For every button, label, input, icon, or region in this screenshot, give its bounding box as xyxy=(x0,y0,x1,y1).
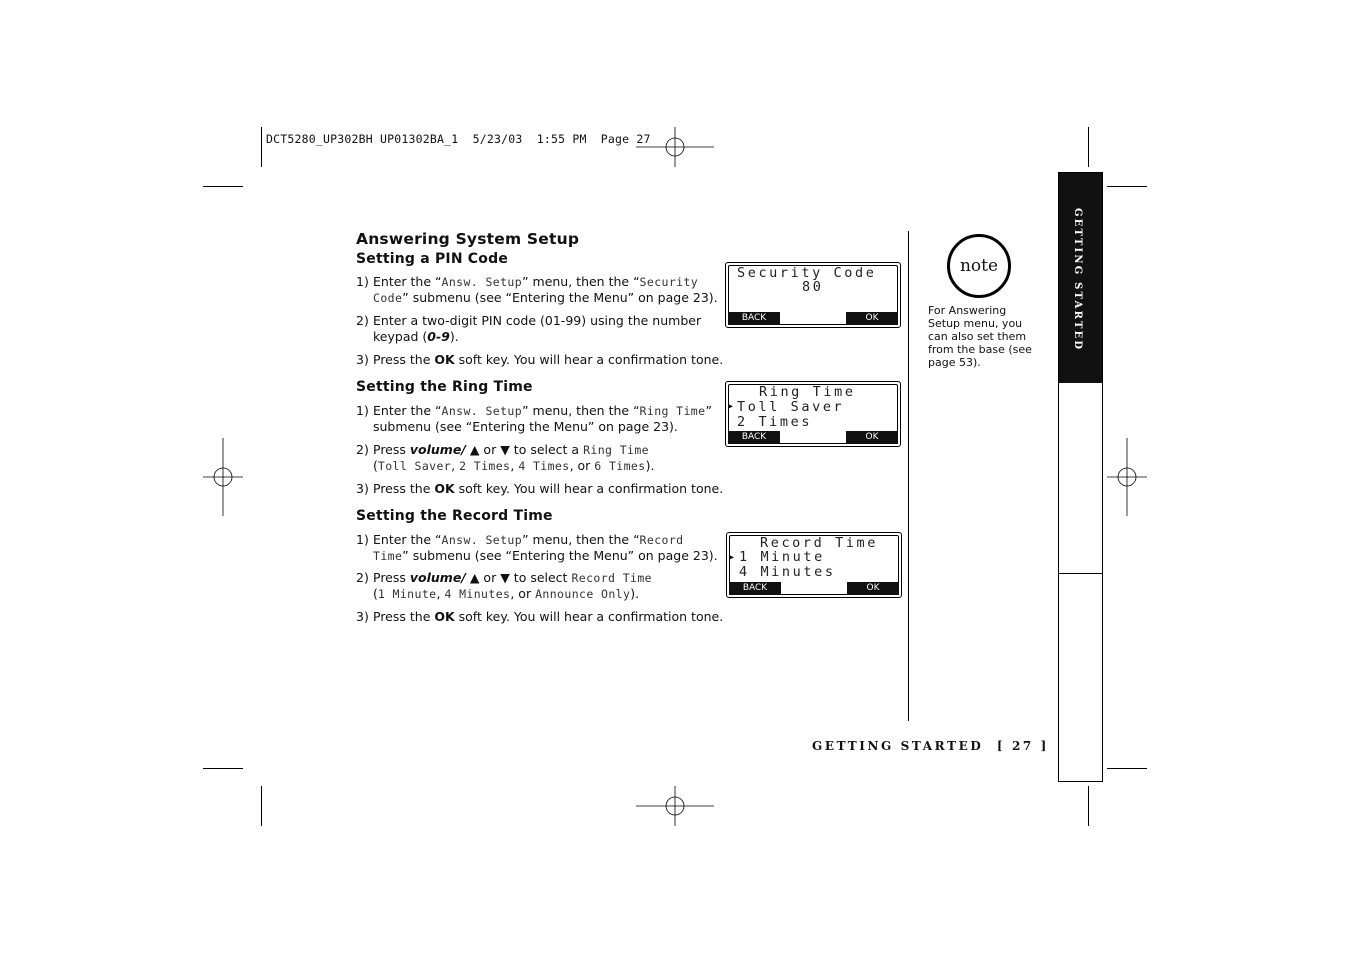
crop-mark xyxy=(1088,127,1089,167)
registration-mark-icon xyxy=(203,438,243,516)
column-divider xyxy=(908,231,909,721)
ring-step-2: 2) Press volume/ ▲ or ▼ to select a Ring Time (Toll Saver, 2 Times, 4 Times, or 6 Times). xyxy=(356,442,655,473)
pin-step-2: 2) Enter a two-digit PIN code (01-99) using the number keypad (0-9). xyxy=(356,313,702,344)
ok-softkey: OK xyxy=(846,312,898,325)
note-text: For Answering Setup menu, you can also set them from the base (see page 53). xyxy=(928,304,1032,369)
pin-step-3: 3) Press the OK soft key. You will hear a confirmation tone. xyxy=(356,352,724,367)
record-step-2: 2) Press volume/ ▲ or ▼ to select Record Time (1 Minute, 4 Minutes, or Announce Only). xyxy=(356,570,652,601)
chapter-tab xyxy=(1058,172,1103,782)
record-step-1: 1) Enter the “Answ. Setup” menu, then the “Record Time” submenu (see “Entering the Menu” on page 23). xyxy=(356,532,718,563)
back-softkey: BACK xyxy=(729,582,781,595)
lcd-security-code xyxy=(725,262,901,328)
back-softkey: BACK xyxy=(728,431,780,444)
record-step-3: 3) Press the OK soft key. You will hear a confirmation tone. xyxy=(356,609,724,624)
crop-mark xyxy=(1107,186,1147,187)
lcd-line: Record Time xyxy=(760,535,879,551)
lcd-line: 2 Times xyxy=(737,414,813,430)
ring-step-3: 3) Press the OK soft key. You will hear a confirmation tone. xyxy=(356,481,724,496)
lcd-line: 80 xyxy=(802,279,824,295)
crop-mark xyxy=(261,786,262,826)
lcd-ring-time xyxy=(725,381,901,447)
crop-mark xyxy=(1107,768,1147,769)
chapter-tab-label: GETTING STARTED xyxy=(1072,208,1083,352)
back-softkey: BACK xyxy=(728,312,780,325)
lcd-record-time xyxy=(726,532,902,598)
lcd-line: Security Code xyxy=(737,265,877,281)
ring-step-1: 1) Enter the “Answ. Setup” menu, then the “Ring Time” submenu (see “Entering the Menu” on page 23). xyxy=(356,403,712,434)
page-footer: GETTING STARTED [ 27 ] xyxy=(812,739,1049,753)
lcd-line: Ring Time xyxy=(759,384,856,400)
note-label: note xyxy=(959,256,999,276)
crop-mark xyxy=(203,186,243,187)
ring-heading: Setting the Ring Time xyxy=(356,379,533,395)
cursor-arrow-icon: ▸ xyxy=(729,552,735,563)
ok-softkey: OK xyxy=(846,431,898,444)
registration-mark-icon xyxy=(636,127,716,167)
record-heading: Setting the Record Time xyxy=(356,508,553,524)
section-title: Answering System Setup xyxy=(356,230,580,248)
ok-softkey: OK xyxy=(847,582,899,595)
registration-mark-icon xyxy=(636,786,716,826)
pin-step-1: 1) Enter the “Answ. Setup” menu, then the “Security Code” submenu (see “Entering the Menu” on page 23). xyxy=(356,274,718,305)
cursor-arrow-icon: ▸ xyxy=(728,401,734,412)
pin-heading: Setting a PIN Code xyxy=(356,251,509,267)
crop-mark xyxy=(203,768,243,769)
lcd-line: 4 Minutes xyxy=(739,564,836,580)
printer-slug: DCT5280_UP302BH UP01302BA_1 5/23/03 1:55 PM Page 27 xyxy=(266,132,651,146)
crop-mark xyxy=(261,127,262,167)
lcd-line: Toll Saver xyxy=(737,399,845,415)
registration-mark-icon xyxy=(1107,438,1147,516)
lcd-line: 1 Minute xyxy=(739,549,825,565)
crop-mark xyxy=(1088,786,1089,826)
